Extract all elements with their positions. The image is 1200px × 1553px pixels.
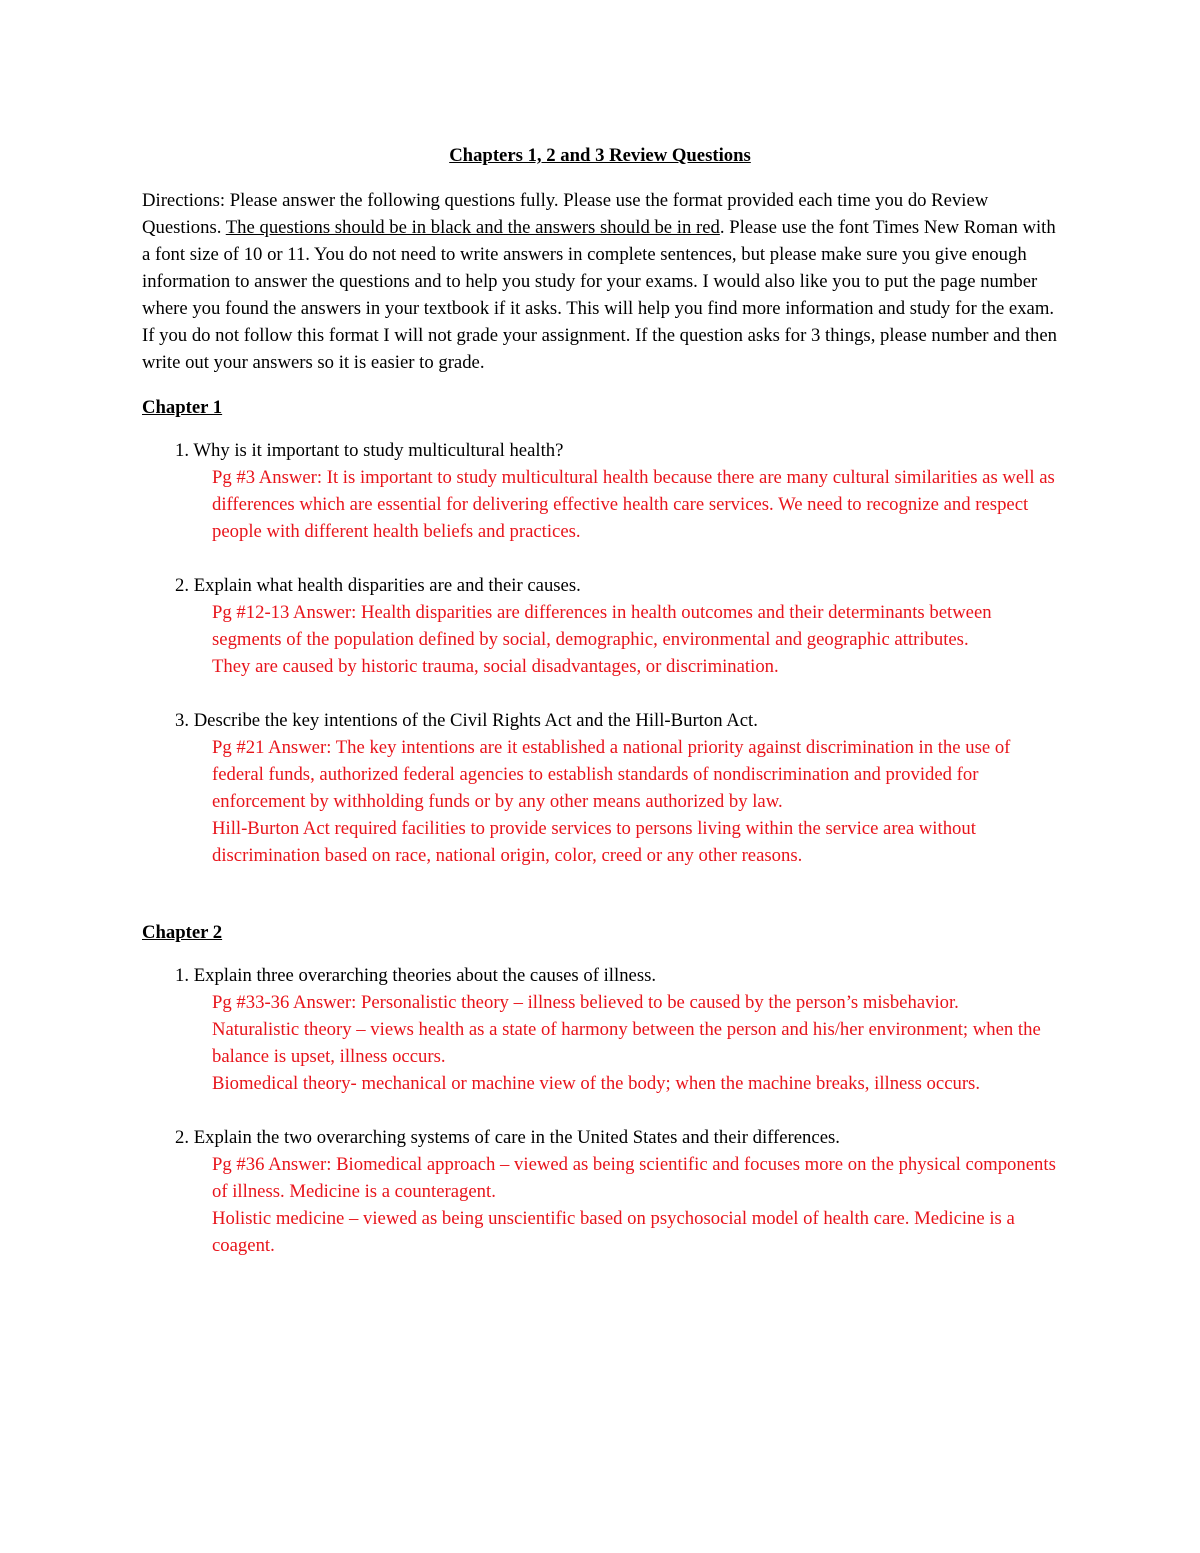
question-text: Describe the key intentions of the Civil Rights Act and the Hill-Burton Act. xyxy=(193,710,758,731)
directions-underlined-text: The questions should be in black and the answers should be in red xyxy=(225,217,720,238)
answer-block xyxy=(175,464,1058,545)
question-number: 2. xyxy=(175,1127,190,1148)
directions-paragraph xyxy=(142,187,1058,376)
question-list xyxy=(142,962,1058,1259)
question-number: 2. xyxy=(175,575,190,596)
answer-text: Pg #33-36 Answer: Personalistic theory – illness believed to be caused by the person’s misbehavior. xyxy=(212,992,959,1013)
question-line xyxy=(175,1124,1058,1151)
question-text: Explain three overarching theories about the causes of illness. xyxy=(193,965,657,986)
question-list xyxy=(142,437,1058,869)
chapter-2-section xyxy=(142,919,1058,1259)
question-item xyxy=(142,437,1058,545)
question-number: 3. xyxy=(175,710,190,731)
directions-text-2: . Please use the font Times New Roman with a font size of 10 or 11. You do not need to write answers in complete sentences, but please make sure you give enough information to answer the questions and to help you study for your exams. I would also like you to put the page number where you found the answers in your textbook if it asks. This will help you find more information and study for the exam. If you do not follow this format I will not grade your assignment. If the question asks for 3 things, please number and then write out your answers so it is easier to grade. xyxy=(142,217,1057,373)
answer-text: Naturalistic theory – views health as a state of harmony between the person and his/her environment; when the balance is upset, illness occurs. xyxy=(212,1019,1041,1067)
answer-text: Pg #36 Answer: Biomedical approach – viewed as being scientific and focuses more on the physical components of illness. Medicine is a counteragent. xyxy=(212,1154,1056,1202)
question-text: Why is it important to study multicultural health? xyxy=(193,440,564,461)
question-line xyxy=(175,707,1058,734)
chapter-heading: Chapter 1 xyxy=(142,397,223,418)
directions-text-1: Directions: Please answer the following questions fully. Please use the format provided each time you do Review Questions. xyxy=(142,190,989,238)
chapter-heading: Chapter 2 xyxy=(142,922,223,943)
answer-text: Pg #3 Answer: It is important to study multicultural health because there are many cultural similarities as well as differences which are essential for delivering effective health care services. We need to recognize and respect people with different health beliefs and practices. xyxy=(212,467,1055,542)
document-title: Chapters 1, 2 and 3 Review Questions xyxy=(449,145,751,166)
question-line xyxy=(175,572,1058,599)
question-line xyxy=(175,962,1058,989)
question-item xyxy=(142,707,1058,869)
question-line xyxy=(175,437,1058,464)
answer-block xyxy=(175,734,1058,869)
question-number: 1. xyxy=(175,440,190,461)
answer-text: Pg #21 Answer: The key intentions are it established a national priority against discrimination in the use of federal funds, authorized federal agencies to establish standards of nondiscrimination and provided for enforcement by withholding funds or by any other means authorized by law. xyxy=(212,737,1011,812)
question-number: 1. xyxy=(175,965,190,986)
question-item xyxy=(142,572,1058,680)
answer-text: Holistic medicine – viewed as being unscientific based on psychosocial model of health care. Medicine is a coagent. xyxy=(212,1208,1015,1256)
answer-text: Hill-Burton Act required facilities to provide services to persons living within the service area without discrimination based on race, national origin, color, creed or any other reasons. xyxy=(212,818,976,866)
question-text: Explain what health disparities are and their causes. xyxy=(193,575,581,596)
answer-text: Biomedical theory- mechanical or machine view of the body; when the machine breaks, illness occurs. xyxy=(212,1073,981,1094)
spacer xyxy=(142,896,1058,919)
answer-block xyxy=(175,599,1058,680)
answer-text: They are caused by historic trauma, social disadvantages, or discrimination. xyxy=(212,656,779,677)
chapter-1-section xyxy=(142,394,1058,869)
answer-block xyxy=(175,1151,1058,1259)
question-text: Explain the two overarching systems of care in the United States and their differences. xyxy=(193,1127,840,1148)
answer-text: Pg #12-13 Answer: Health disparities are differences in health outcomes and their determinants between segments of the population defined by social, demographic, environmental and geographic attributes. xyxy=(212,602,992,650)
answer-block xyxy=(175,989,1058,1097)
question-item xyxy=(142,1124,1058,1259)
question-item xyxy=(142,962,1058,1097)
